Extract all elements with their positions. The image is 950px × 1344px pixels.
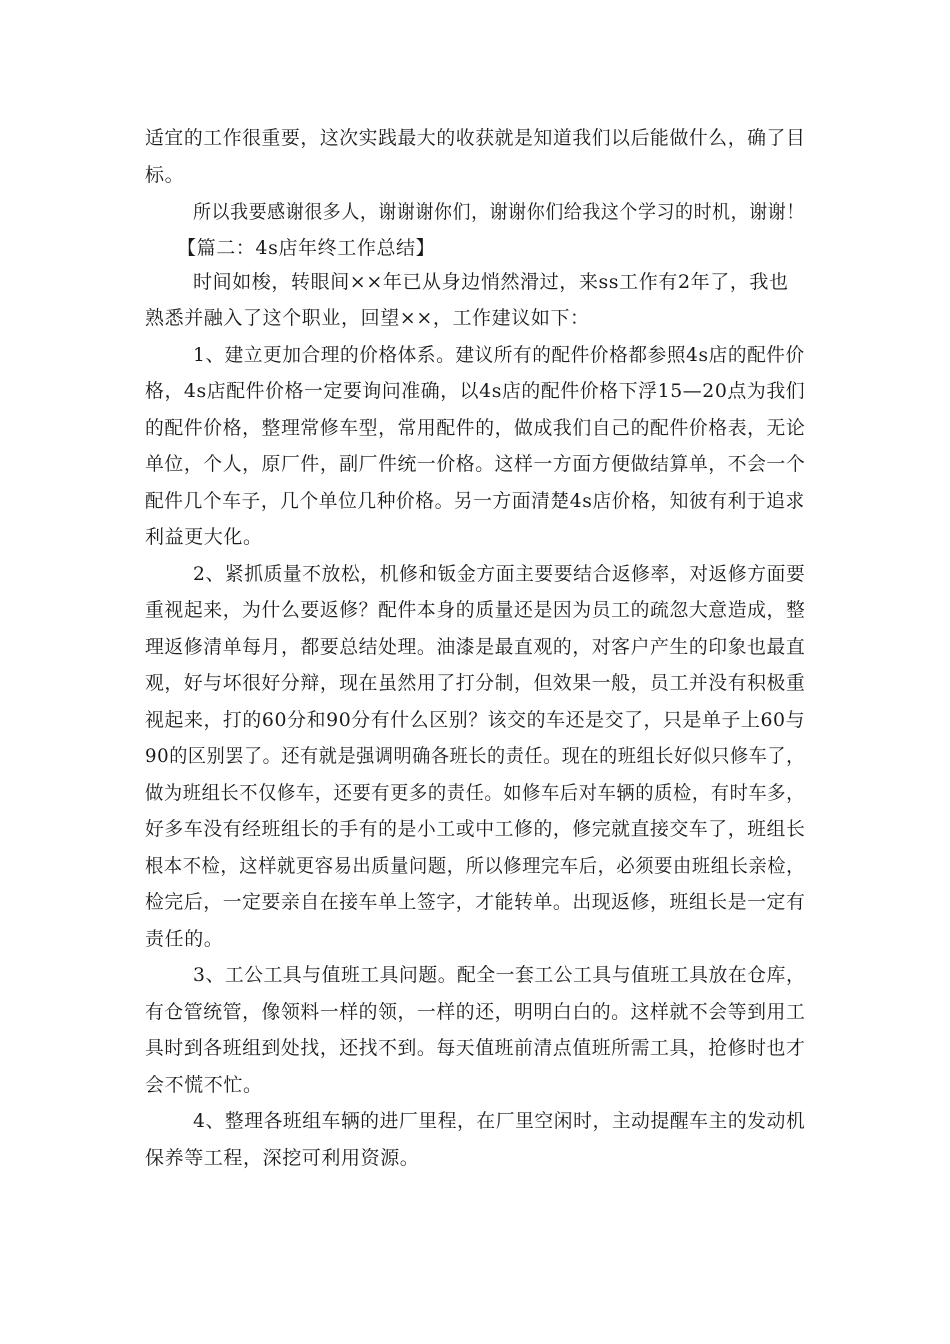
text-line: 理返修清单每月，都要总结处理。油漆是最直观的，对客户产生的印象也最直 <box>145 636 806 658</box>
text-line: 视起来，打的60分和90分有什么区别？该交的车还是交了，只是单子上60与 <box>145 709 806 731</box>
text-line: 标。 <box>145 164 185 186</box>
text-line: 利益更大化。 <box>145 526 263 548</box>
text-line: 熟悉并融入了这个职业，回望××，工作建议如下： <box>145 307 590 329</box>
text-line: 单位，个人，原厂件，副厂件统一价格。这样一方面方便做结算单，不会一个 <box>145 453 806 475</box>
text-line: 会不慌不忙。 <box>145 1074 263 1096</box>
text-line: 检完后，一定要亲自在接车单上签字，才能转单。出现返修，班组长是一定有 <box>145 891 806 913</box>
text-line: 适宜的工作很重要，这次实践最大的收获就是知道我们以后能做什么，确了目 <box>145 127 806 149</box>
text-line: 时间如梭，转眼间××年已从身边悄然滑过，来ss工作有2年了，我也 <box>193 271 789 293</box>
text-line: 所以我要感谢很多人，谢谢谢你们，谢谢你们给我这个学习的时机，谢谢！ <box>193 201 805 223</box>
text-line: 做为班组长不仅修车，还要有更多的责任。如修车后对车辆的质检，有时车多， <box>145 782 806 804</box>
text-line: 2、紧抓质量不放松，机修和钣金方面主要要结合返修率，对返修方面要 <box>193 563 806 585</box>
text-line: 1、建立更加合理的价格体系。建议所有的配件价格都参照4s店的配件价 <box>193 344 805 366</box>
text-line: 的配件价格，整理常修车型，常用配件的，做成我们自己的配件价格表，无论 <box>145 417 806 439</box>
text-line: 90的区别罢了。还有就是强调明确各班长的责任。现在的班组长好似只修车了， <box>145 745 805 767</box>
section-heading: 【篇二：4s店年终工作总结】 <box>177 237 436 259</box>
text-line: 保养等工程，深挖可利用资源。 <box>145 1147 420 1169</box>
text-line: 格，4s店配件价格一定要询问准确，以4s店的配件价格下浮15—20点为我们 <box>145 380 806 402</box>
text-line: 有仓管统管，像领料一样的领，一样的还，明明白白的。这样就不会等到用工 <box>145 1001 806 1023</box>
text-line: 具时到各班组到处找，还找不到。每天值班前清点值班所需工具，抢修时也才 <box>145 1037 806 1059</box>
text-line: 根本不检，这样就更容易出质量问题，所以修理完车后，必须要由班组长亲检， <box>145 855 806 877</box>
text-line: 观，好与坏很好分辩，现在虽然用了打分制，但效果一般，员工并没有积极重 <box>145 672 806 694</box>
text-line: 责任的。 <box>145 928 224 950</box>
text-line: 重视起来，为什么要返修？配件本身的质量还是因为员工的疏忽大意造成，整 <box>145 599 806 621</box>
text-line: 好多车没有经班组长的手有的是小工或中工修的，修完就直接交车了，班组长 <box>145 818 806 840</box>
text-line: 配件几个车子，几个单位几种价格。另一方面清楚4s店价格，知彼有利于追求 <box>145 490 805 512</box>
text-line: 4、整理各班组车辆的进厂里程，在厂里空闲时，主动提醒车主的发动机 <box>193 1110 806 1132</box>
text-line: 3、工公工具与值班工具问题。配全一套工公工具与值班工具放在仓库， <box>193 964 806 986</box>
